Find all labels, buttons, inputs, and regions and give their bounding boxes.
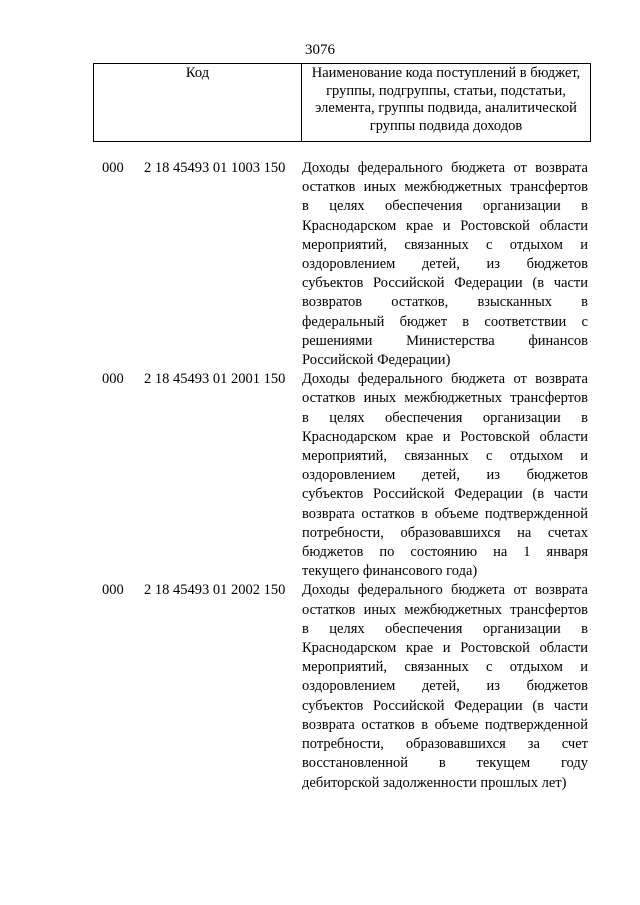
description-line: решениями Министерства финансов: [302, 332, 588, 349]
description-line: оздоровлением детей, из бюджетов: [302, 256, 588, 273]
description-line: возврата остатков в объеме подтвержденной: [302, 716, 588, 733]
admin-code: 000: [102, 160, 124, 176]
description-line: бюджетов по состоянию на 1 января: [302, 544, 588, 561]
description-line: оздоровлением детей, из бюджетов: [302, 467, 588, 484]
income-code: 2 18 45493 01 2002 150: [144, 582, 286, 599]
header-name-line: группы, подгруппы, статьи, подстатьи,: [326, 82, 566, 99]
description-line: в целях обеспечения организации в: [302, 409, 588, 426]
description-line: в целях обеспечения организации в: [302, 198, 588, 215]
description-line: остатков иных межбюджетных трансфертов: [302, 179, 588, 196]
table-row: [102, 159, 588, 370]
income-description: [302, 370, 588, 581]
income-code: 2 18 45493 01 2001 150: [144, 371, 286, 388]
header-name-line: элемента, группы подвида, аналитической: [315, 100, 577, 116]
admin-code: 000: [102, 371, 124, 388]
description-line: Краснодарском крае и Ростовской области: [302, 217, 588, 234]
description-line: субъектов Российской Федерации (в части: [302, 486, 588, 503]
header-name: [302, 64, 591, 142]
description-line: возвратов остатков, взысканных в: [302, 294, 588, 311]
description-line: потребности, образовавшихся за счет: [302, 736, 588, 753]
description-line: мероприятий, связанных с отдыхом и: [302, 448, 588, 465]
description-line: мероприятий, связанных с отдыхом и: [302, 236, 588, 253]
description-line: Доходы федерального бюджета от возврата: [302, 160, 588, 176]
income-description: [302, 159, 588, 370]
description-line: остатков иных межбюджетных трансфертов: [302, 390, 588, 407]
table-row: [102, 581, 588, 792]
description-line: дебиторской задолженности прошлых лет): [302, 774, 567, 791]
description-line: остатков иных межбюджетных трансфертов: [302, 601, 588, 618]
table-header: [93, 63, 591, 142]
header-name-line: группы подвида доходов: [369, 117, 523, 134]
description-line: Доходы федерального бюджета от возврата: [302, 371, 588, 388]
header-name-line: Наименование кода поступлений в бюджет,: [311, 65, 581, 81]
description-line: в целях обеспечения организации в: [302, 620, 588, 637]
description-line: субъектов Российской Федерации (в части: [302, 697, 588, 714]
description-line: федеральный бюджет в соответствии с: [302, 313, 588, 330]
admin-code: 000: [102, 582, 124, 599]
page-number: 3076: [305, 42, 335, 58]
description-line: восстановленной в текущем году: [302, 755, 588, 772]
header-code: Код: [94, 64, 302, 142]
income-code-list: [102, 159, 588, 793]
description-line: Российской Федерации): [302, 352, 451, 369]
description-line: Доходы федерального бюджета от возврата: [302, 582, 588, 599]
description-line: субъектов Российской Федерации (в части: [302, 275, 588, 292]
description-line: мероприятий, связанных с отдыхом и: [302, 659, 588, 676]
description-line: Краснодарском крае и Ростовской области: [302, 428, 588, 445]
description-line: потребности, образовавшихся на счетах: [302, 524, 588, 541]
table-row: [102, 370, 588, 581]
description-line: оздоровлением детей, из бюджетов: [302, 678, 588, 695]
income-code: 2 18 45493 01 1003 150: [144, 160, 286, 176]
description-line: Краснодарском крае и Ростовской области: [302, 640, 588, 657]
description-line: текущего финансового года): [302, 563, 478, 580]
description-line: возврата остатков в объеме подтвержденной: [302, 505, 588, 522]
income-description: [302, 581, 588, 792]
